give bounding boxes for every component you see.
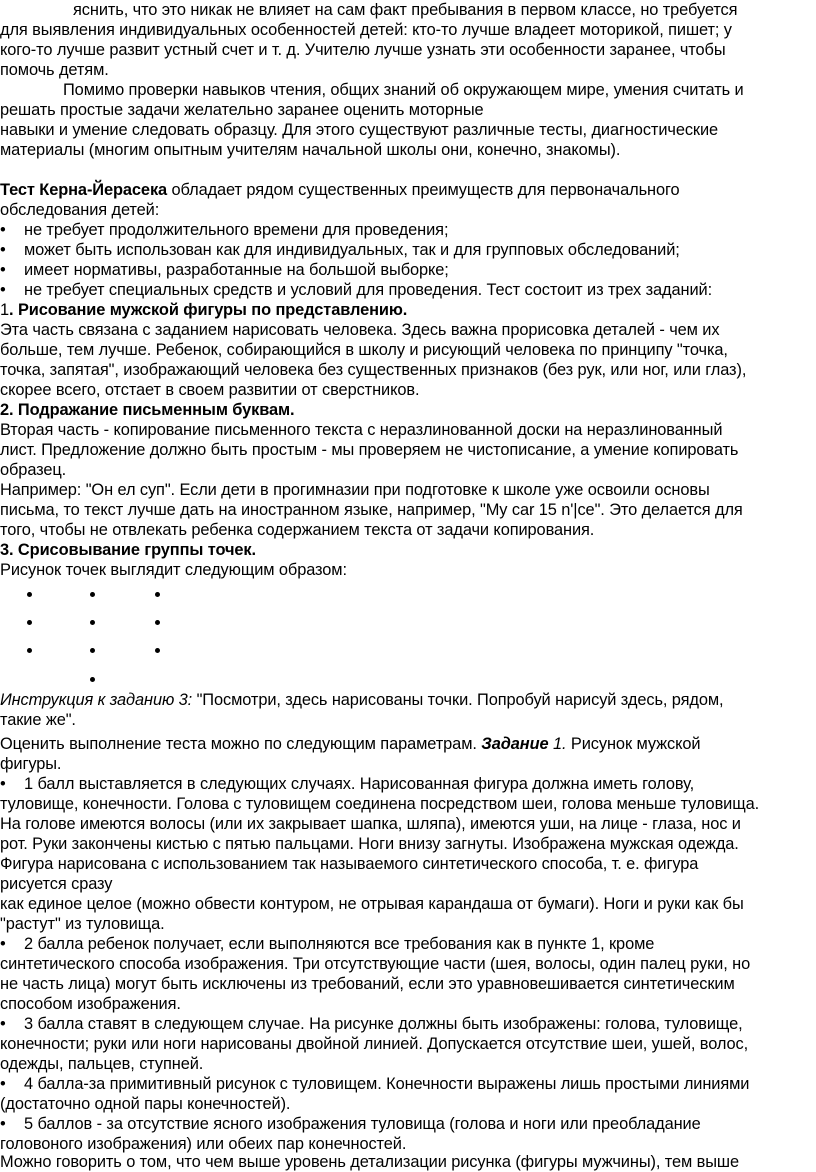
eval-task-label: Задание [481,735,549,753]
score1-line: рисуется сразу [0,875,113,893]
kern-bullet-item [0,280,712,300]
task1-line: больше, тем лучше. Ребенок, собирающийся в школу и рисующий человека по принципу "точка, [0,341,728,359]
para1-line: для выявления индивидуальных особенностей детей: кто-то лучше владеет моторикой, пишет; у [0,21,732,39]
eval-task-number: 1. [548,735,567,753]
task2-line: того, чтобы не отвлекать ребенка содержанием текста от задачи копирования. [0,521,595,539]
score1-line: На голове имеются волосы (или их закрывает шапка, шляпа), имеются уши, на лице - глаза, нос и [0,815,741,833]
para1-line: кого-то лучше развит устный счет и т. д. Учителю лучше узнать эти особенности заранее, чтобы [0,41,726,59]
kern-bullet-item [0,260,449,280]
task1-number: 1 [0,301,10,319]
dot [27,648,32,653]
para2-line: навыки и умение следовать образцу. Для этого существуют различные тесты, диагностические [0,121,719,139]
task3-heading: 3. Срисовывание группы точек. [0,541,256,559]
score1-line: как единое целое (можно обвести контуром, не отрывая карандаша от бумаги). Ноги и руки как бы [0,895,744,913]
dot [90,620,95,625]
task1-heading [0,300,407,320]
bullet-marker: • [0,1115,6,1133]
score4-line: (достаточно одной пары конечностей). [0,1095,291,1113]
dot [90,677,95,682]
bullet-marker: • [0,1075,6,1093]
task2-line: письма, то текст лучше дать на иностранном языке, например, "My car 15 n'|ce". Это делается для [0,501,743,519]
task2-line: Например: "Он ел суп". Если дети в прогимназии при подготовке к школе уже освоили основы [0,481,710,499]
para2-line: материалы (многим опытным учителям начальной школы они, конечно, знакомы). [0,141,621,159]
kern-intro-line [0,180,680,200]
task1-title: . Рисование мужской фигуры по представлению. [9,301,408,319]
score5-line [0,1114,701,1134]
kern-bullet-item [0,220,448,240]
bullet-marker: • [0,221,6,239]
kern-title: Тест Керна-Йерасека [0,181,168,199]
kern-intro-line: обследования детей: [0,201,160,219]
eval-line [0,734,700,754]
bullet-marker: • [0,261,6,279]
bullet-marker: • [0,775,6,793]
bullet-text: может быть использован как для индивидуальных, так и для групповых обследований; [24,241,680,259]
dot [27,620,32,625]
score4-text: 4 балла-за примитивный рисунок с туловищем. Конечности выражены лишь простыми линиями [24,1075,750,1093]
instruction-text: "Посмотри, здесь нарисованы точки. Попробуй нарисуй здесь, рядом, [192,691,724,709]
para1-line: яснить, что это никак не влияет на сам факт пребывания в первом классе, но требуется [73,1,738,19]
closing-line: Можно говорить о том, что чем выше уровень детализации рисунка (фигуры мужчины), тем выше [0,1153,739,1171]
para1-line: помочь детям. [0,61,109,79]
score5-line: головоного изображения) или обеих пар конечностей. [0,1135,407,1153]
eval-text: Оценить выполнение теста можно по следующим параметрам. [0,735,482,753]
bullet-marker: • [0,281,6,299]
score3-line [0,1014,743,1034]
instruction-label: Инструкция к заданию 3: [0,691,193,709]
score1-text: 1 балл выставляется в следующих случаях. Нарисованная фигура должна иметь голову, [24,775,695,793]
para2-line: решать простые задачи желательно заранее оценить моторные [0,101,484,119]
score5-text: 5 баллов - за отсутствие ясного изображения туловища (голова и ноги или преобладание [24,1115,701,1133]
bullet-text: не требует продолжительного времени для проведения; [24,221,449,239]
score1-line [0,774,694,794]
dot [155,648,160,653]
bullet-text: не требует специальных средств и условий для проведения. Тест состоит из трех заданий: [24,281,713,299]
score2-line: не часть лица) могут быть исключены из требований, если это уравновешивается синтетическим [0,975,735,993]
score3-line: одежды, пальцев, ступней. [0,1055,204,1073]
dot [90,648,95,653]
bullet-marker: • [0,241,6,259]
dot [155,620,160,625]
score2-line [0,934,654,954]
para2-line: Помимо проверки навыков чтения, общих знаний об окружающем мире, умения считать и [63,81,744,99]
score1-line: "растут" из туловища. [0,915,165,933]
instruction-line [0,690,724,710]
task2-line: лист. Предложение должно быть простым - мы проверяем не чистописание, а умение копировать [0,441,739,459]
dot [90,592,95,597]
score2-line: способом изображения. [0,995,181,1013]
dot [155,592,160,597]
bullet-marker: • [0,935,6,953]
score3-text: 3 балла ставят в следующем случае. На рисунке должны быть изображены: голова, туловище, [24,1015,743,1033]
task1-line: скорее всего, отстает в своем развитии от сверстников. [0,381,420,399]
eval-text-rest: Рисунок мужской [566,735,701,753]
dot [27,592,32,597]
score1-line: Фигура нарисована с использованием так называемого синтетического способа, т. е. фигура [0,855,699,873]
kern-intro-text: обладает рядом существенных преимуществ для первоначального [167,181,680,199]
task1-line: точка, запятая", изображающий человека без существенных признаков (без рук, или ног, или глаз), [0,361,747,379]
kern-bullet-item [0,240,680,260]
task2-line: образец. [0,461,67,479]
eval-line: фигуры. [0,755,62,773]
task2-line: Вторая часть - копирование письменного текста с неразлинованной доски на неразлинованный [0,421,723,439]
score1-line: туловище, конечности. Голова с туловищем соединена посредством шеи, голова меньше туловища. [0,795,760,813]
score3-line: конечности; руки или ноги нарисованы двойной линией. Допускается отсутствие шеи, ушей, волос, [0,1035,749,1053]
score2-text: 2 балла ребенок получает, если выполняются все требования как в пункте 1, кроме [24,935,655,953]
score4-line [0,1074,749,1094]
score2-line: синтетического способа изображения. Три отсутствующие части (шея, волосы, один палец руки, но [0,955,751,973]
instruction-line: такие же". [0,711,76,729]
bullet-marker: • [0,1015,6,1033]
task2-heading: 2. Подражание письменным буквам. [0,401,295,419]
bullet-text: имеет нормативы, разработанные на большой выборке; [24,261,449,279]
task3-line: Рисунок точек выглядит следующим образом: [0,561,347,579]
score1-line: рот. Руки закончены кистью с пятью пальцами. Ноги внизу загнуты. Изображена мужская одежда. [0,835,739,853]
task1-line: Эта часть связана с заданием нарисовать человека. Здесь важна прорисовка деталей - чем их [0,321,720,339]
